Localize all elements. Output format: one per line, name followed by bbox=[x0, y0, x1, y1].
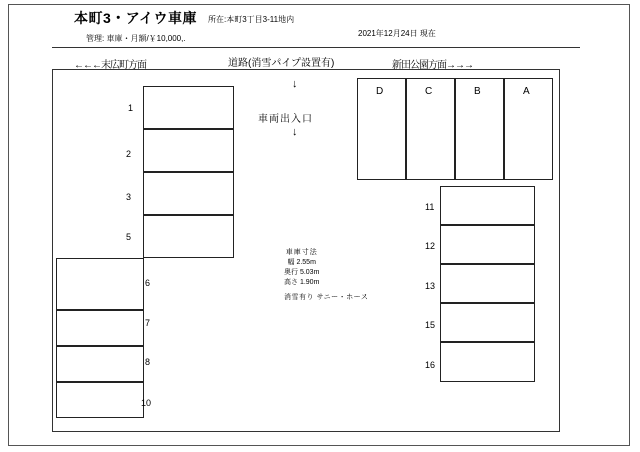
stall-label-13: 13 bbox=[425, 281, 436, 291]
stall-label-1: 1 bbox=[128, 103, 134, 113]
stall-13[interactable] bbox=[440, 264, 535, 303]
stall-label-A: A bbox=[523, 86, 530, 97]
stall-10[interactable] bbox=[56, 382, 144, 418]
stall-width: 幅 2.55m bbox=[287, 259, 316, 267]
stall-label-10: 10 bbox=[141, 398, 152, 408]
stall-3[interactable] bbox=[143, 172, 234, 215]
stall-label-12: 12 bbox=[425, 241, 436, 251]
stall-label-15: 15 bbox=[425, 320, 436, 330]
road-label: 道路(消雪パイプ設置有) bbox=[228, 58, 335, 69]
stall-label-16: 16 bbox=[425, 360, 436, 370]
stall-label-C: C bbox=[425, 86, 433, 97]
stall-label-7: 7 bbox=[145, 318, 151, 328]
header-divider bbox=[52, 47, 580, 48]
stall-label-D: D bbox=[376, 86, 384, 97]
stall-16[interactable] bbox=[440, 342, 535, 382]
stall-label-6: 6 bbox=[145, 278, 151, 288]
page-title: 本町3・アイウ車庫 bbox=[74, 10, 198, 26]
stall-label-3: 3 bbox=[126, 192, 132, 202]
stall-label-8: 8 bbox=[145, 357, 151, 367]
management-fee-text: 管理: 車庫・月額/￥10,000,. bbox=[86, 34, 186, 43]
vehicle-entrance-label: 車両出入口 bbox=[258, 114, 313, 125]
stall-depth: 奥行 5.03m bbox=[284, 269, 320, 277]
stall-15[interactable] bbox=[440, 303, 535, 342]
stall-8[interactable] bbox=[56, 346, 144, 382]
stall-label-B: B bbox=[474, 86, 481, 97]
address-text: 所在:本町3丁目3-11地内 bbox=[208, 15, 295, 24]
stall-label-2: 2 bbox=[126, 149, 132, 159]
direction-left-label: ←←←末広町方面 bbox=[74, 60, 146, 71]
stall-6[interactable] bbox=[56, 258, 144, 310]
stall-dimensions bbox=[284, 248, 319, 289]
stall-1[interactable] bbox=[143, 86, 234, 129]
entry-arrow-bottom-icon: ↓ bbox=[292, 126, 298, 138]
stall-12[interactable] bbox=[440, 225, 535, 264]
snow-melt-note: 消雪有り サニー・ホース bbox=[284, 294, 369, 301]
stall-dimensions-title: 車庫寸法 bbox=[285, 249, 318, 256]
direction-right-label: 新田公園方面→→→ bbox=[392, 60, 473, 71]
entry-arrow-top-icon: ↓ bbox=[292, 78, 298, 90]
stall-5[interactable] bbox=[143, 215, 234, 258]
stall-label-11: 11 bbox=[425, 202, 435, 212]
stall-11[interactable] bbox=[440, 186, 535, 225]
stall-height: 高さ 1.90m bbox=[284, 279, 320, 287]
date-text: 2021年12月24日 現在 bbox=[358, 29, 436, 38]
stall-label-5: 5 bbox=[126, 232, 132, 242]
stall-2[interactable] bbox=[143, 129, 234, 172]
stall-7[interactable] bbox=[56, 310, 144, 346]
